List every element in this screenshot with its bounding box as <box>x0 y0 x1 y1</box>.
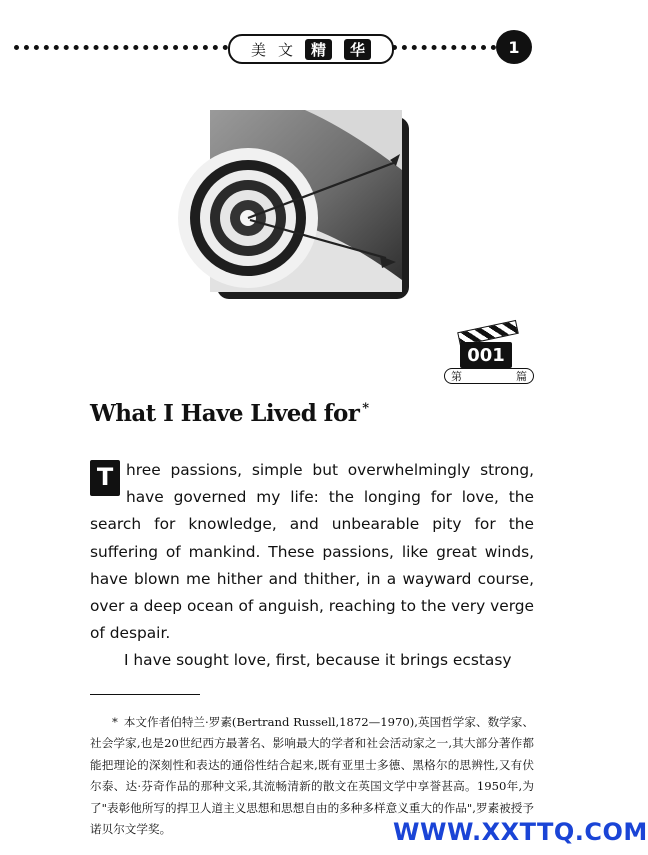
article-title-text: What I Have Lived for <box>90 400 360 427</box>
footnote-text: 本文作者伯特兰·罗素(Bertrand Russell,1872—1970),英国哲学家、数学家、社会学家,也是20世纪西方最著名、影响最大的学者和社会活动家之一,其大部分著作都能把理论的深刻性和表达的通俗性结合起来,既有亚里士多德、黑格尔的思辨性,又有伏尔泰、达·芬奇作品的那种文采,其流畅清新的散文在英国文学中享誉甚高。1950年,为了"表彰他所写的捍卫人道主义思想和思想自由的多种多样意义重大的作品",罗素被授予诺贝尔文学奖。 <box>90 715 534 837</box>
site-watermark: WWW.XXTTQ.COM <box>393 818 648 846</box>
paragraph-1 <box>90 457 534 647</box>
section-title-pill <box>228 34 394 64</box>
target-icon <box>210 110 402 292</box>
paragraph-2: I have sought love, first, because it brings ecstasy <box>124 651 512 670</box>
chapter-suffix: 篇 <box>516 370 527 383</box>
title-footnote-mark: * <box>362 401 369 417</box>
article-body <box>90 457 534 675</box>
chapter-number: 001 <box>460 342 512 368</box>
chapter-label-strip <box>444 368 534 384</box>
header-dots-left <box>14 45 228 50</box>
archery-target-illustration <box>210 110 402 292</box>
chapter-prefix: 第 <box>451 370 462 383</box>
page-number: 1 <box>496 30 532 64</box>
article-title <box>90 400 368 427</box>
section-char-3: 精 <box>305 39 332 60</box>
chapter-badge <box>444 322 536 384</box>
page-header <box>0 30 594 66</box>
section-char-1: 美 <box>250 40 266 59</box>
footnote-divider <box>90 694 200 695</box>
paragraph-1-text: hree passions, simple but overwhelmingly strong, have governed my life: the longing for love, the search for knowledge, and unbearable pity for the suffering of mankind. These passions, like great winds, have blown me hither and thither, in a wayward course, over a deep ocean of anguish, reaching to the very verge of despair. <box>90 461 534 643</box>
drop-cap: T <box>90 460 120 496</box>
footnote-mark: * <box>112 715 118 729</box>
header-dots-right <box>392 45 496 50</box>
section-char-2: 文 <box>277 40 293 59</box>
section-char-4: 华 <box>344 39 371 60</box>
